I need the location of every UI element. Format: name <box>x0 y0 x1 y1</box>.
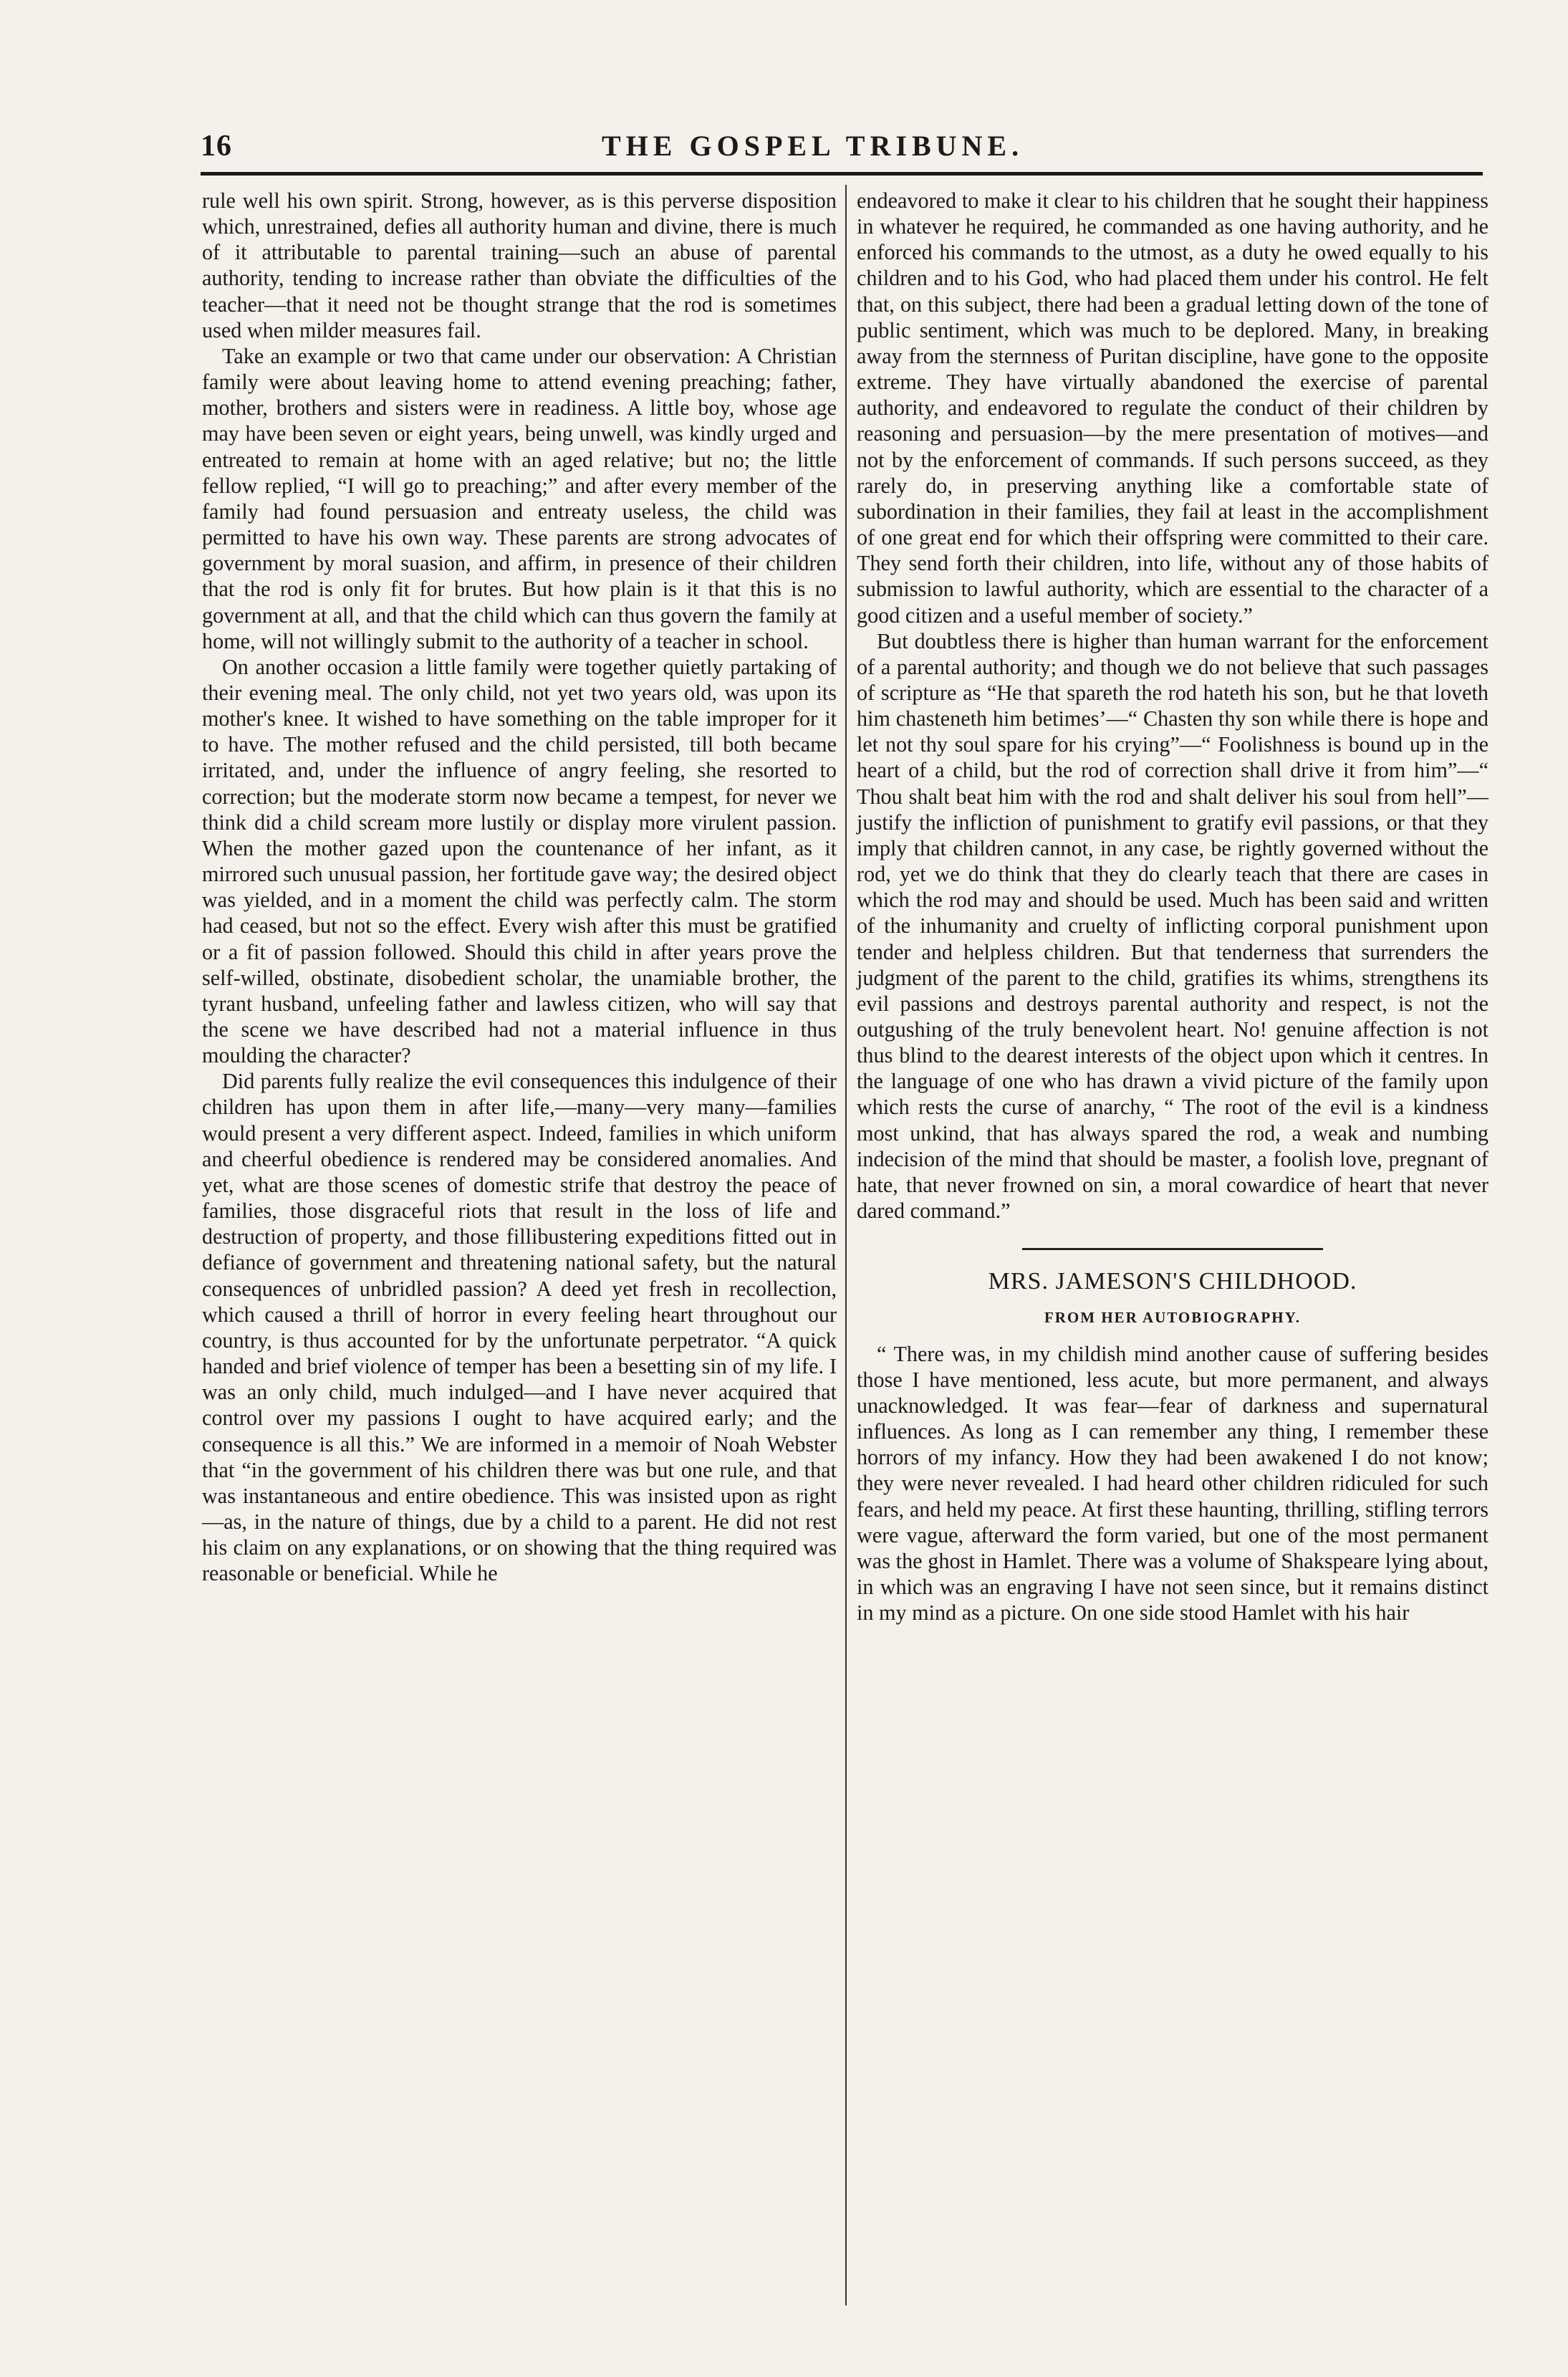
running-title: THE GOSPEL TRIBUNE. <box>602 130 1024 162</box>
column-divider <box>845 185 847 2305</box>
right-column <box>857 188 1488 1626</box>
paragraph: Did parents fully realize the evil consequences this indulgence of their children has upon them in after life,—many—very many—families would present a very different aspect. Indeed, families in which uniform and cheerful obedience is rendered may be considered anomalies. And yet, what are those scenes of domestic strife that destroy the peace of families, those disgraceful riots that result in the loss of life and destruction of property, and those fillibustering expeditions fitted out in defiance of government and threatening national safety, but the natural consequences of unbridled passion? A deed yet fresh in recollection, which caused a thrill of horror in every feeling heart throughout our country, is thus accounted for by the unfortunate perpetrator. “A quick handed and brief violence of temper has been a besetting sin of my life. I was an only child, much indulged—and I have never acquired that control over my passions I ought to have acquired early; and the consequence is all this.” We are informed in a memoir of Noah Webster that “in the government of his children there was but one rule, and that was instantaneous and entire obedience. This was insisted upon as right—as, in the nature of things, due by a child to a parent. He did not rest his claim on any explanations, or on showing that the thing required was reasonable or beneficial. While he <box>202 1069 837 1586</box>
header-rule <box>201 172 1483 176</box>
paragraph: endeavored to make it clear to his children that he sought their happiness in whatever he required, he commanded as one having authority, and he enforced his commands to the utmost, as a duty he owed equally to his children and to his God, who had placed them under his control. He felt that, on this subject, there had been a gradual letting down of the tone of public sentiment, which was much to be deplored. Many, in breaking away from the sternness of Puritan discipline, have gone to the opposite extreme. They have virtually abandoned the exercise of parental authority, and endeavored to regulate the conduct of their children by reasoning and persuasion—by the mere presentation of motives—and not by the enforcement of commands. If such persons succeed, as they rarely do, in preserving anything like a comfortable state of subordination in their families, they fail at least in the accomplishment of one great end for which their offspring were committed to their care. They send forth their children, into life, without any of those habits of submission to lawful authority, which are essential to the character of a good citizen and a useful member of society.” <box>857 188 1488 628</box>
section-title: MRS. JAMESON'S CHILDHOOD. <box>988 1268 1357 1295</box>
paragraph: But doubtless there is higher than human warrant for the enforcement of a parental authority; and though we do not believe that such passages of scripture as “He that spareth the rod hateth his son, but he that loveth him chasteneth him betimes’—“ Chasten thy son while there is hope and let not thy soul spare for his crying”—“ Foolishness is bound up in the heart of a child, but the rod of correction shall drive it from him”—“ Thou shalt beat him with the rod and shalt deliver his soul from hell”—justify the infliction of punishment to gratify evil passions, or that they imply that children cannot, in any case, be rightly governed without the rod, yet we do think that they do clearly teach that there are cases in which the rod may and should be used. Much has been said and written of the inhumanity and cruelty of inflicting corporal punishment upon tender and helpless children. But that tenderness that surrenders the judgment of the parent to the child, gratifies its whims, strengthens its evil passions and destroys parental authority and respect, is not the outgushing of the truly benevolent heart. No! genuine affection is not thus blind to the dearest interests of the object upon which it centres. In the language of one who has drawn a vivid picture of the family upon which rests the curse of anarchy, “ The root of the evil is a kindness most unkind, that has always spared the rod, a weak and numbing indecision of the mind that should be master, a foolish love, pregnant of hate, that never frowned on sin, a moral cowardice of heart that never dared command.” <box>857 628 1488 1224</box>
paragraph: Take an example or two that came under our observation: A Christian family were about leaving home to attend evening preaching; father, mother, brothers and sisters were in readiness. A little boy, whose age may have been seven or eight years, being unwell, was kindly urged and entreated to remain at home with an aged relative; but no; the little fellow replied, “I will go to preaching;” and after every member of the family had found persuasion and entreaty useless, the child was permitted to have his own way. These parents are strong advocates of government by moral suasion, and affirm, in presence of their children that the rod is only fit for brutes. But how plain is it that this is no government at all, and that the child which can thus govern the family at home, will not willingly submit to the authority of a teacher in school. <box>202 343 837 653</box>
page-number: 16 <box>201 130 232 163</box>
left-column <box>202 188 837 1586</box>
paragraph: “ There was, in my childish mind another cause of suffering besides those I have mentioned, less acute, but more permanent, and always unacknowledged. It was fear—fear of darkness and supernatural influences. As long as I can remember any thing, I remember these horrors of my infancy. How they had been awakened I do not know; they were never revealed. I had heard other children ridiculed for such fears, and held my peace. At first these haunting, thrilling, stifling terrors were vague, afterward the form varied, but one of the most permanent was the ghost in Hamlet. There was a volume of Shakspeare lying about, in which was an engraving I have not seen since, but it remains distinct in my mind as a picture. On one side stood Hamlet with his hair <box>857 1341 1488 1626</box>
section-subtitle: FROM HER AUTOBIOGRAPHY. <box>1044 1309 1302 1327</box>
paragraph: On another occasion a little family were together quietly partaking of their evening meal. The only child, not yet two years old, was upon its mother's knee. It wished to have something on the table improper for it to have. The mother refused and the child persisted, till both became irritated, and, under the influence of angry feeling, she resorted to correction; but the moderate storm now became a tempest, for never we think did a child scream more lustily or display more virulent passion. When the mother gazed upon the countenance of her infant, as it mirrored such unusual passion, her fortitude gave way; the desired object was yielded, and in a moment the child was perfectly calm. The storm had ceased, but not so the effect. Every wish after this must be gratified or a fit of passion followed. Should this child in after years prove the self-willed, obstinate, disobedient scholar, the unamiable brother, the tyrant husband, unfeeling father and lawless citizen, who will say that the scene we have described had not a material influence in thus moulding the character? <box>202 654 837 1068</box>
section-divider <box>1022 1248 1323 1250</box>
paragraph: rule well his own spirit. Strong, however, as is this perverse disposition which, unrestrained, defies all authority human and divine, there is much of it attributable to parental training—such an abuse of parental authority, tending to increase rather than obviate the difficulties of the teacher—that it need not be thought strange that the rod is sometimes used when milder measures fail. <box>202 188 837 342</box>
